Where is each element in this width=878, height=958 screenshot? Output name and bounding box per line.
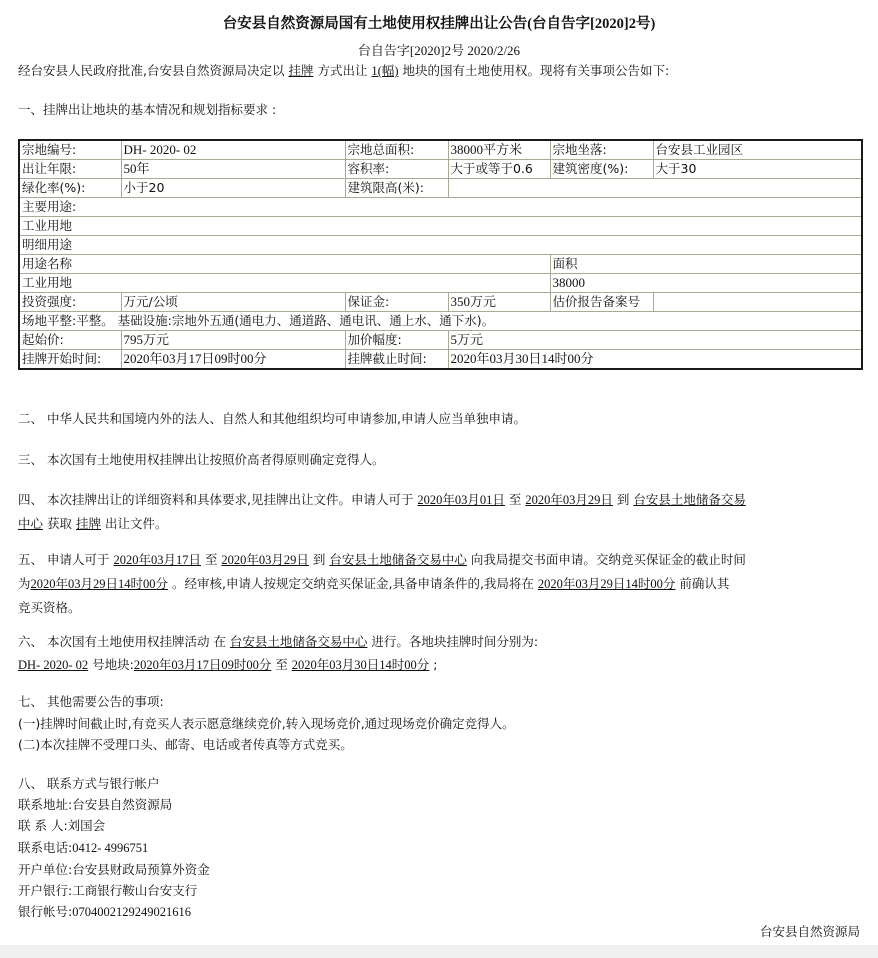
green-label: 绿化率(%):: [19, 179, 121, 198]
listing-end-time: 2020年03月30日14时00分: [291, 658, 430, 672]
page-title: 台安县自然资源局国有土地使用权挂牌出让公告(台自告字[2020]2号): [222, 16, 656, 32]
account-bank: [18, 880, 848, 901]
table-row: [19, 179, 862, 198]
far: 大于或等于0.6: [448, 160, 550, 179]
main-use-label: 主要用途:: [19, 198, 862, 217]
section7-item: (二)本次挂牌不受理口头、邮寄、电话或者传真等方式竞买。: [18, 737, 353, 752]
green: 小于20: [121, 179, 345, 198]
total-area-label: 宗地总面积:: [345, 140, 448, 160]
listing-start: 2020年03月17日09时00分: [121, 350, 345, 370]
value: 工商银行鞍山台安支行: [72, 883, 198, 899]
investment: 万元/公顷: [121, 293, 345, 312]
increment-label: 加价幅度:: [345, 331, 448, 350]
doc-date-to: 2020年03月29日: [525, 493, 613, 507]
account-number: [18, 901, 848, 923]
main-use: 工业用地: [19, 217, 862, 236]
section5: [18, 548, 848, 619]
detail-use-label: 明细用途: [19, 236, 862, 255]
intro-text: 方式出让: [313, 63, 372, 78]
doc-place: 台安县土地储备交易: [633, 492, 746, 507]
location: 台安县工业园区: [653, 140, 862, 160]
investment-label: 投资强度:: [19, 293, 121, 312]
parcel-no: DH- 2020- 02: [121, 140, 345, 160]
section2: 二、 中华人民共和国境内外的法人、自然人和其他组织均可申请参加,申请人应当单独申请。: [18, 411, 526, 426]
contact-address: [18, 794, 848, 815]
value: 台安县财政局预算外资金: [72, 861, 210, 877]
apply-place: 台安县土地储备交易中心: [329, 552, 467, 567]
section7-heading: 七、 其他需要公告的事项:: [18, 694, 164, 709]
text: 为: [18, 576, 31, 591]
section8-heading: 八、 联系方式与银行帐户: [18, 776, 160, 791]
parcel-info-table: [18, 139, 863, 370]
doc-place: 中心: [18, 516, 44, 531]
deposit: 350万元: [448, 293, 550, 312]
text: 四、 本次挂牌出让的详细资料和具体要求,见挂牌出让文件。申请人可于: [18, 492, 418, 507]
table-row: [19, 236, 862, 255]
intro-text: 经台安县人民政府批准,台安县自然资源局决定以: [18, 63, 289, 78]
location-label: 宗地坐落:: [550, 140, 653, 160]
table-row: [19, 350, 862, 370]
appraisal: [653, 293, 862, 312]
deposit-label: 保证金:: [345, 293, 448, 312]
text: 进行。各地块挂牌时间分别为:: [367, 634, 539, 649]
intro-paragraph: [18, 60, 669, 82]
contact-person: [18, 815, 848, 836]
label: 联系地址:: [18, 797, 73, 813]
table-row: [19, 217, 862, 236]
parcel-no-label: 宗地编号:: [19, 140, 121, 160]
listing-place: 台安县土地储备交易中心: [229, 634, 368, 649]
table-row: [19, 312, 862, 331]
text: 至: [504, 492, 526, 507]
term-label: 出让年限:: [19, 160, 121, 179]
apply-date-from: 2020年03月17日: [113, 553, 201, 567]
value: 0704002129249021616: [72, 905, 191, 920]
listing-start-label: 挂牌开始时间:: [19, 350, 121, 370]
table-row: [19, 274, 862, 293]
area-header: 面积: [550, 255, 862, 274]
listing-end: 2020年03月30日14时00分: [448, 350, 862, 370]
account-unit: [18, 859, 848, 880]
label: 银行帐号:: [18, 904, 73, 920]
signature: 台安县自然资源局: [759, 924, 860, 939]
announcement-number-date: 台自告字[2020]2号 2020/2/26: [357, 43, 521, 58]
confirm-deadline: 2020年03月29日14时00分: [537, 577, 676, 591]
section7: [18, 691, 848, 756]
height-label: 建筑限高(米):: [345, 179, 448, 198]
far-label: 容积率:: [345, 160, 448, 179]
parcel-count: 1(幅): [371, 64, 399, 78]
intro-text: 地块的国有土地使用权。现将有关事项公告如下:: [398, 63, 670, 78]
total-area: 38000平方米: [448, 140, 550, 160]
label: 开户银行:: [18, 883, 73, 899]
table-row: [19, 293, 862, 312]
text: 。经审核,申请人按规定交纳竞买保证金,具备申请条件的,我局将在: [168, 576, 538, 591]
height: [448, 179, 862, 198]
text: 至: [200, 552, 222, 567]
text: 竞买资格。: [18, 600, 81, 615]
section4: [18, 488, 848, 535]
site-condition: 场地平整:平整。 基础设施:宗地外五通(通电力、通道路、通电讯、通上水、通下水)。: [19, 312, 862, 331]
start-price: 795万元: [121, 331, 345, 350]
section7-item: (一)挂牌时间截止时,有竞买人表示愿意继续竞价,转入现场竞价,通过现场竞价确定竞得人。: [18, 715, 515, 731]
listing-end-label: 挂牌截止时间:: [345, 350, 448, 370]
table-row: [19, 140, 862, 160]
apply-date-to: 2020年03月29日: [221, 553, 309, 567]
text: 至: [271, 657, 292, 672]
table-row: [19, 255, 862, 274]
term: 50年: [121, 160, 345, 179]
section1-heading: 一、挂牌出让地块的基本情况和规划指标要求 :: [18, 102, 277, 117]
density: 大于30: [653, 160, 862, 179]
section3: 三、 本次国有土地使用权挂牌出让按照价高者得原则确定竞得人。: [18, 452, 385, 467]
label: 联系电话:: [18, 839, 73, 855]
text: 号地块:: [88, 657, 134, 672]
doc-method: 挂牌: [75, 516, 101, 531]
value: 台安县自然资源局: [72, 797, 173, 813]
appraisal-label: 估价报告备案号: [550, 293, 653, 312]
value: 0412- 4996751: [72, 840, 149, 855]
table-row: [19, 331, 862, 350]
text: 六、 本次国有土地使用权挂牌活动 在: [18, 634, 230, 649]
table-row: [19, 198, 862, 217]
text: ;: [429, 657, 438, 672]
increment: 5万元: [448, 331, 862, 350]
text: 向我局提交书面申请。交纳竞买保证金的截止时间: [466, 552, 746, 567]
density-label: 建筑密度(%):: [550, 160, 653, 179]
listing-parcel: DH- 2020- 02: [18, 658, 89, 672]
label: 联 系 人:: [18, 818, 68, 834]
text: 到: [612, 492, 634, 507]
deposit-deadline: 2020年03月29日14时00分: [30, 577, 169, 591]
text: 前确认其: [675, 576, 730, 591]
text: 五、 申请人可于: [18, 552, 114, 567]
use-name-header: 用途名称: [19, 255, 550, 274]
start-price-label: 起始价:: [19, 331, 121, 350]
table-row: [19, 160, 862, 179]
text: 到: [308, 552, 330, 567]
label: 开户单位:: [18, 861, 73, 877]
value: 刘国会: [67, 818, 106, 834]
doc-date-from: 2020年03月01日: [417, 493, 505, 507]
text: 获取: [43, 516, 76, 531]
section6: [18, 630, 848, 677]
listing-start-time: 2020年03月17日09时00分: [133, 658, 272, 672]
transfer-method: 挂牌: [288, 63, 314, 78]
bottom-bar: [0, 945, 878, 958]
text: 出让文件。: [100, 516, 168, 531]
use-name: 工业用地: [19, 274, 550, 293]
use-area: 38000: [550, 274, 862, 293]
section8: [18, 773, 848, 923]
contact-phone: [18, 837, 848, 859]
